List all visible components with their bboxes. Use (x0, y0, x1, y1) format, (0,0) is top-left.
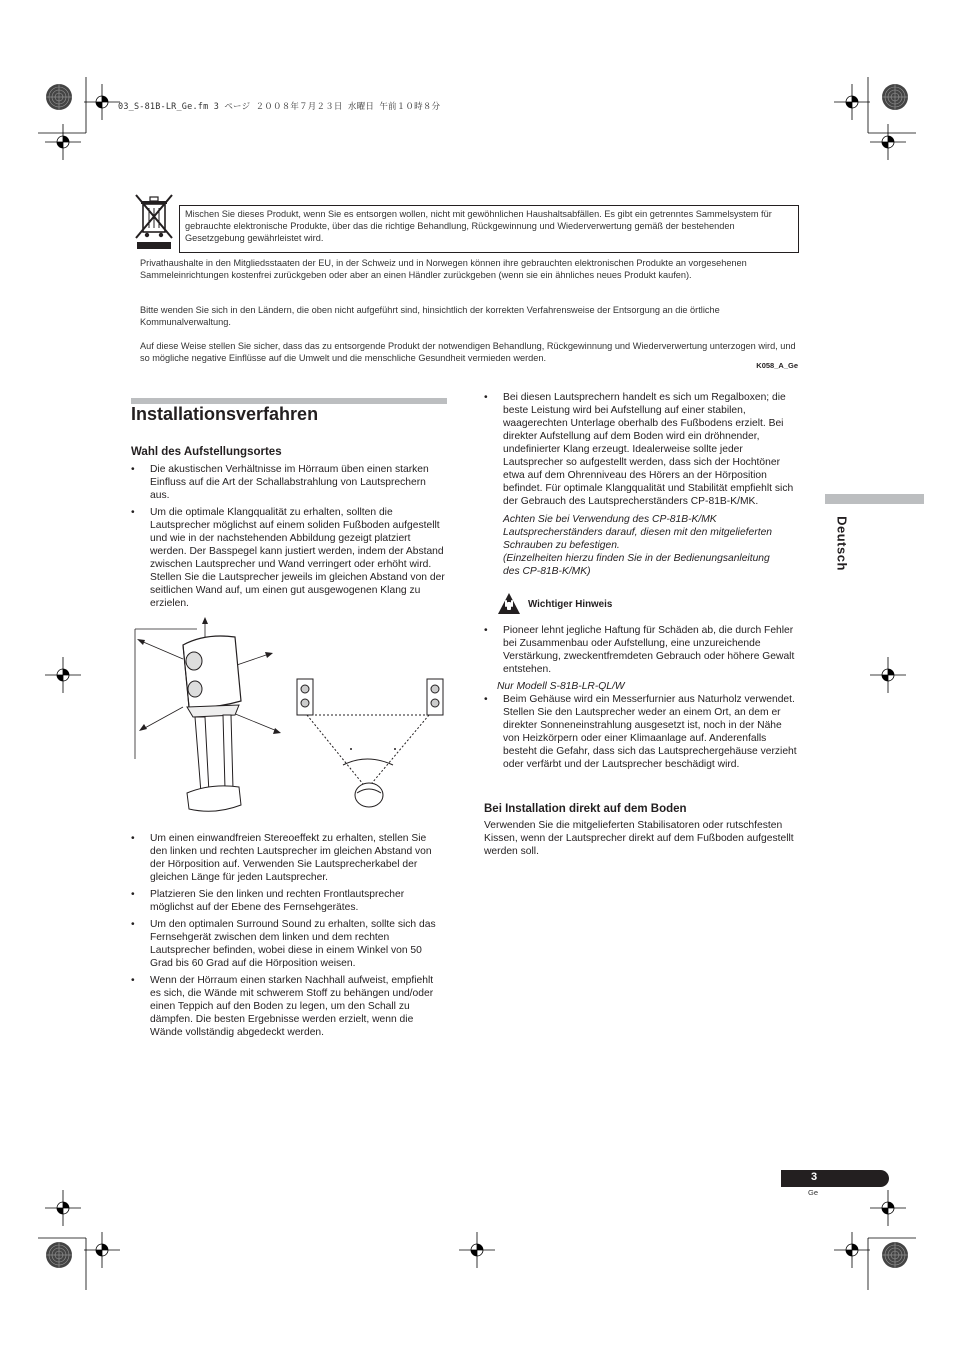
list-item: • Um die optimale Klangqualität zu erhalten, sollten die Lautsprecher möglichst auf einem soliden Fußboden aufgestellt und wie in der nachstehenden Abbildung gezeigt platziert werden. Der Basspegel kann justiert werden, indem der Abstand zwischen Lautsprecher und Wand verringert oder erhöht wird. Stellen Sie die Lautsprecher jeweils im gleichen Abstand von der seitlichen Wand auf, um einen gut ausgewogenen Klang zu erzielen. (131, 507, 445, 609)
page-number: 3 (811, 1171, 818, 1183)
list-item: • Beim Gehäuse wird ein Messerfurnier aus Naturholz verwendet. Stellen Sie den Lautsprecher weder an einem Ort, an dem er direkter Sonneneinstrahlung ausgesetzt ist, noch in der Nähe von Heizkörpern oder einer Klimaanlage auf. Anderenfalls besteht die Gefahr, dass sich das Lautsprechergehäuse verzieht oder verfärbt und der Lautsprecher beschädigt wird. (484, 694, 797, 770)
model-note: Nur Modell S-81B-LR-QL/W (497, 681, 625, 692)
list-item: • Pioneer lehnt jegliche Haftung für Schäden ab, die durch Fehler bei Zusammenbau oder Aufstellung, eine unzureichende Verstärkung, zweckentfremdeten Gebrauch oder höhere Gewalt entstehen. (484, 625, 795, 675)
list-item: • Bei diesen Lautsprechern handelt es sich um Regalboxen; die beste Leistung wird bei Aufstellung auf einer stabilen, waagerechten Unterlage oberhalb des Fußbodens erzielt. Bei direkter Aufstellung auf dem Boden wird ein dröhnender, undefinierter Klang erzeugt. Idealerweise sollte jeder Lautsprecher so aufgestellt werden, dass sich der Hochtöner etwa auf dem Ohrenniveau des Hörers an der Hörposition befindet. Für optimale Klangqualität und Stabilität empfiehlt sich der Gebrauch des Lautsprecherständers CP-81B-K/MK. (484, 392, 794, 507)
page-number-pill (781, 1170, 889, 1187)
placement-subheading: Wahl des Aufstellungsortes (131, 446, 282, 458)
section-title: Installationsverfahren (131, 404, 319, 424)
list-item: • Um einen einwandfreien Stereoeffekt zu erhalten, stellen Sie den linken und rechten Lautsprecher im gleichen Abstand von der Hörposition auf. Verwenden Sie Lautsprecherkabel der gleichen Länge für jeden Lautsprecher. (131, 833, 432, 883)
file-header: 03_S-81B-LR_Ge.fm 3 ページ ２００８年７月２３日 水曜日 午前１０時８分 (118, 102, 441, 112)
warning-hand-icon (497, 592, 521, 616)
crossed-bin-icon (134, 192, 174, 250)
weee-para-1: Privathaushalte in den Mitgliedsstaaten der EU, in der Schweiz und in Norwegen können ihre gebrauchten elektronischen Produkte an vorgesehenen Sammeleinrichtungen kostenfrei zurückgeben oder aber an einen Händler zurückgeben (wenn sie ein ähnliches neues Produkt kaufen). (140, 258, 747, 281)
list-item: • Platzieren Sie den linken und rechten Frontlautsprecher möglichst auf der Ebene des Fernsehgerätes. (131, 889, 405, 913)
weee-para-3: Auf diese Weise stellen Sie sicher, dass das zu entsorgende Produkt der notwendigen Behandlung, Rückgewinnung und Wiederverwertung unterzogen wird, und so mögliche negative Einflüsse auf die Umwelt und die menschliche Gesundheit vermieden werden. (140, 341, 796, 364)
weee-box (179, 205, 799, 253)
weee-code: K058_A_Ge (756, 361, 798, 370)
floor-heading: Bei Installation direkt auf dem Boden (484, 803, 687, 815)
stand-italic-note: Achten Sie bei Verwendung des CP-81B-K/MK Lautsprecherständers darauf, diesen mit den mitgelieferten Schrauben zu befestigen. (Einzelheiten hierzu finden Sie in der Bedienungsanleitung des CP-81B-K/MK) (503, 514, 773, 577)
floor-text: Verwenden Sie die mitgelieferten Stabilisatoren oder rutschfesten Kissen, wenn der Lautsprecher direkt auf dem Fußboden aufgestellt werden soll. (484, 820, 794, 857)
speaker-placement-illustration (131, 617, 453, 817)
language-tab (825, 494, 924, 504)
important-title: Wichtiger Hinweis (528, 599, 613, 610)
list-item: • Die akustischen Verhältnisse im Hörraum üben einen starken Einfluss auf die Art der Schallabstrahlung von Lautsprechern aus. (131, 464, 429, 501)
page-lang: Ge (808, 1188, 819, 1197)
weee-box-text: Mischen Sie dieses Produkt, wenn Sie es entsorgen wollen, nicht mit gewöhnlichen Haushaltsabfällen. Es gibt ein getrenntes Sammelsystem für gebrauchte elektronische Produkte, über das die richtige Behandlung, Rückgewinnung und Wiederverwertung gemäß der bestehenden Gesetzgebung gewährleistet wird. (185, 209, 772, 244)
list-item: • Um den optimalen Surround Sound zu erhalten, sollte sich das Fernsehgerät zwischen dem linken und dem rechten Lautsprecher befinden, wobei diese in einem Winkel von 50 Grad bis 60 Grad auf die Hörposition weisen. (131, 919, 436, 969)
language-tab-label: Deutsch (834, 516, 850, 571)
list-item: • Wenn der Hörraum einen starken Nachhall aufweist, empfiehlt es sich, die Wände mit schwerem Stoff zu behängen und/oder einen Teppich auf den Boden zu legen, um den Schall zu dämpfen. Die besten Ergebnisse werden erzielt, wenn die Wände vollständig abgedeckt werden. (131, 975, 434, 1038)
weee-para-2: Bitte wenden Sie sich in den Ländern, die oben nicht aufgeführt sind, hinsichtlich der korrekten Verfahrensweise der Entsorgung an die örtliche Kommunalverwaltung. (140, 305, 720, 328)
